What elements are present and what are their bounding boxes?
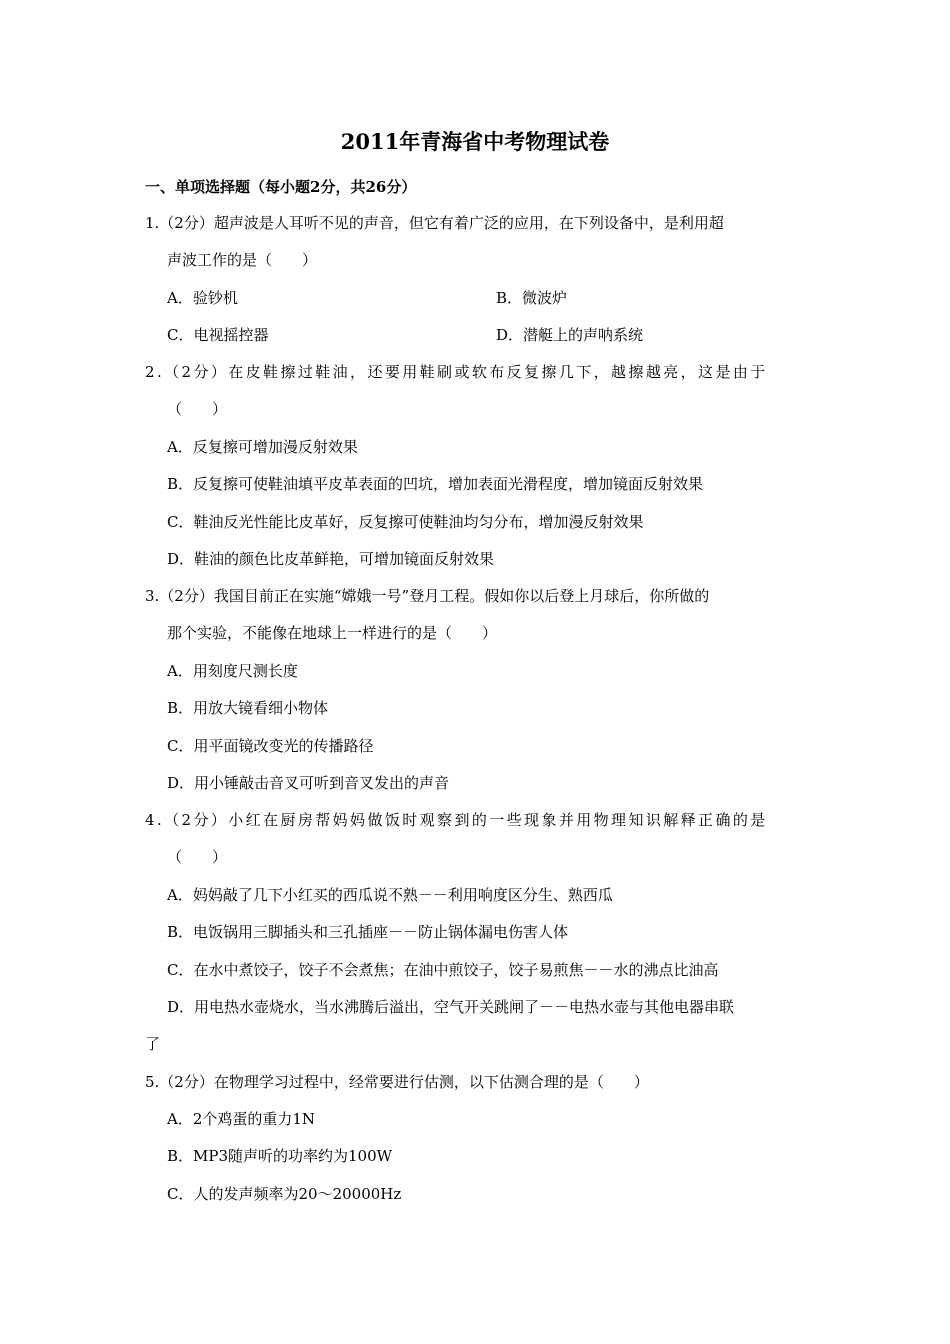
question-1-option-b: B．微波炉 [496, 289, 568, 307]
section-heading: 一、单项选择题（每小题2分，共26分） [145, 178, 417, 196]
question-4-option-b: B．电饭锅用三脚插头和三孔插座－－防止锅体漏电伤害人体 [167, 923, 569, 941]
question-4-option-a: A．妈妈敲了几下小红买的西瓜说不熟－－利用响度区分生、熟西瓜 [167, 886, 613, 904]
question-3-stem-cont: 那个实验，不能像在地球上一样进行的是（ ） [167, 624, 498, 642]
question-5-option-a: A．2个鸡蛋的重力1N [167, 1110, 316, 1128]
question-5-option-c: C．人的发声频率为20～20000Hz [167, 1185, 402, 1203]
question-1-option-a: A．验钞机 [167, 289, 238, 307]
page-title: 2011年青海省中考物理试卷 [340, 129, 610, 154]
question-3-stem: 3.（2分）我国目前正在实施“嫦娥一号”登月工程。假如你以后登上月球后，你所做的 [145, 587, 710, 605]
question-1-stem-cont: 声波工作的是（ ） [167, 251, 318, 269]
question-2-option-a: A．反复擦可增加漫反射效果 [167, 438, 358, 456]
question-4-option-c: C．在水中煮饺子，饺子不会煮焦；在油中煎饺子，饺子易煎焦－－水的沸点比油高 [167, 961, 719, 979]
question-2-option-b: B．反复擦可使鞋油填平皮革表面的凹坑，增加表面光滑程度，增加镜面反射效果 [167, 475, 704, 493]
question-4-option-d-cont: 了 [145, 1035, 161, 1053]
question-1-option-c: C．电视摇控器 [167, 326, 269, 344]
question-2-stem-cont: （ ） [167, 400, 228, 418]
question-1-option-d: D．潜艇上的声呐系统 [496, 326, 644, 344]
question-2-option-d: D．鞋油的颜色比皮革鲜艳，可增加镜面反射效果 [167, 550, 495, 568]
question-4-stem: 4.（2分）小红在厨房帮妈妈做饭时观察到的一些现象并用物理知识解释正确的是 [145, 811, 768, 829]
question-2-stem: 2.（2分）在皮鞋擦过鞋油，还要用鞋刷或软布反复擦几下，越擦越亮，这是由于 [145, 363, 768, 381]
question-2-option-c: C．鞋油反光性能比皮革好，反复擦可使鞋油均匀分布，增加漫反射效果 [167, 513, 644, 531]
question-3-option-a: A．用刻度尺测长度 [167, 662, 298, 680]
question-3-option-c: C．用平面镜改变光的传播路径 [167, 737, 374, 755]
question-5-option-b: B．MP3随声听的功率约为100W [167, 1147, 393, 1165]
question-3-option-b: B．用放大镜看细小物体 [167, 699, 329, 717]
question-1-stem: 1.（2分）超声波是人耳听不见的声音，但它有着广泛的应用，在下列设备中，是利用超 [145, 214, 724, 232]
question-5-stem: 5.（2分）在物理学习过程中，经常要进行估测，以下估测合理的是（ ） [145, 1073, 649, 1091]
question-3-option-d: D．用小锤敲击音叉可听到音叉发出的声音 [167, 774, 450, 792]
question-4-option-d: D．用电热水壶烧水，当水沸腾后溢出，空气开关跳闸了－－电热水壶与其他电器串联 [167, 998, 735, 1016]
question-4-stem-cont: （ ） [167, 848, 228, 866]
